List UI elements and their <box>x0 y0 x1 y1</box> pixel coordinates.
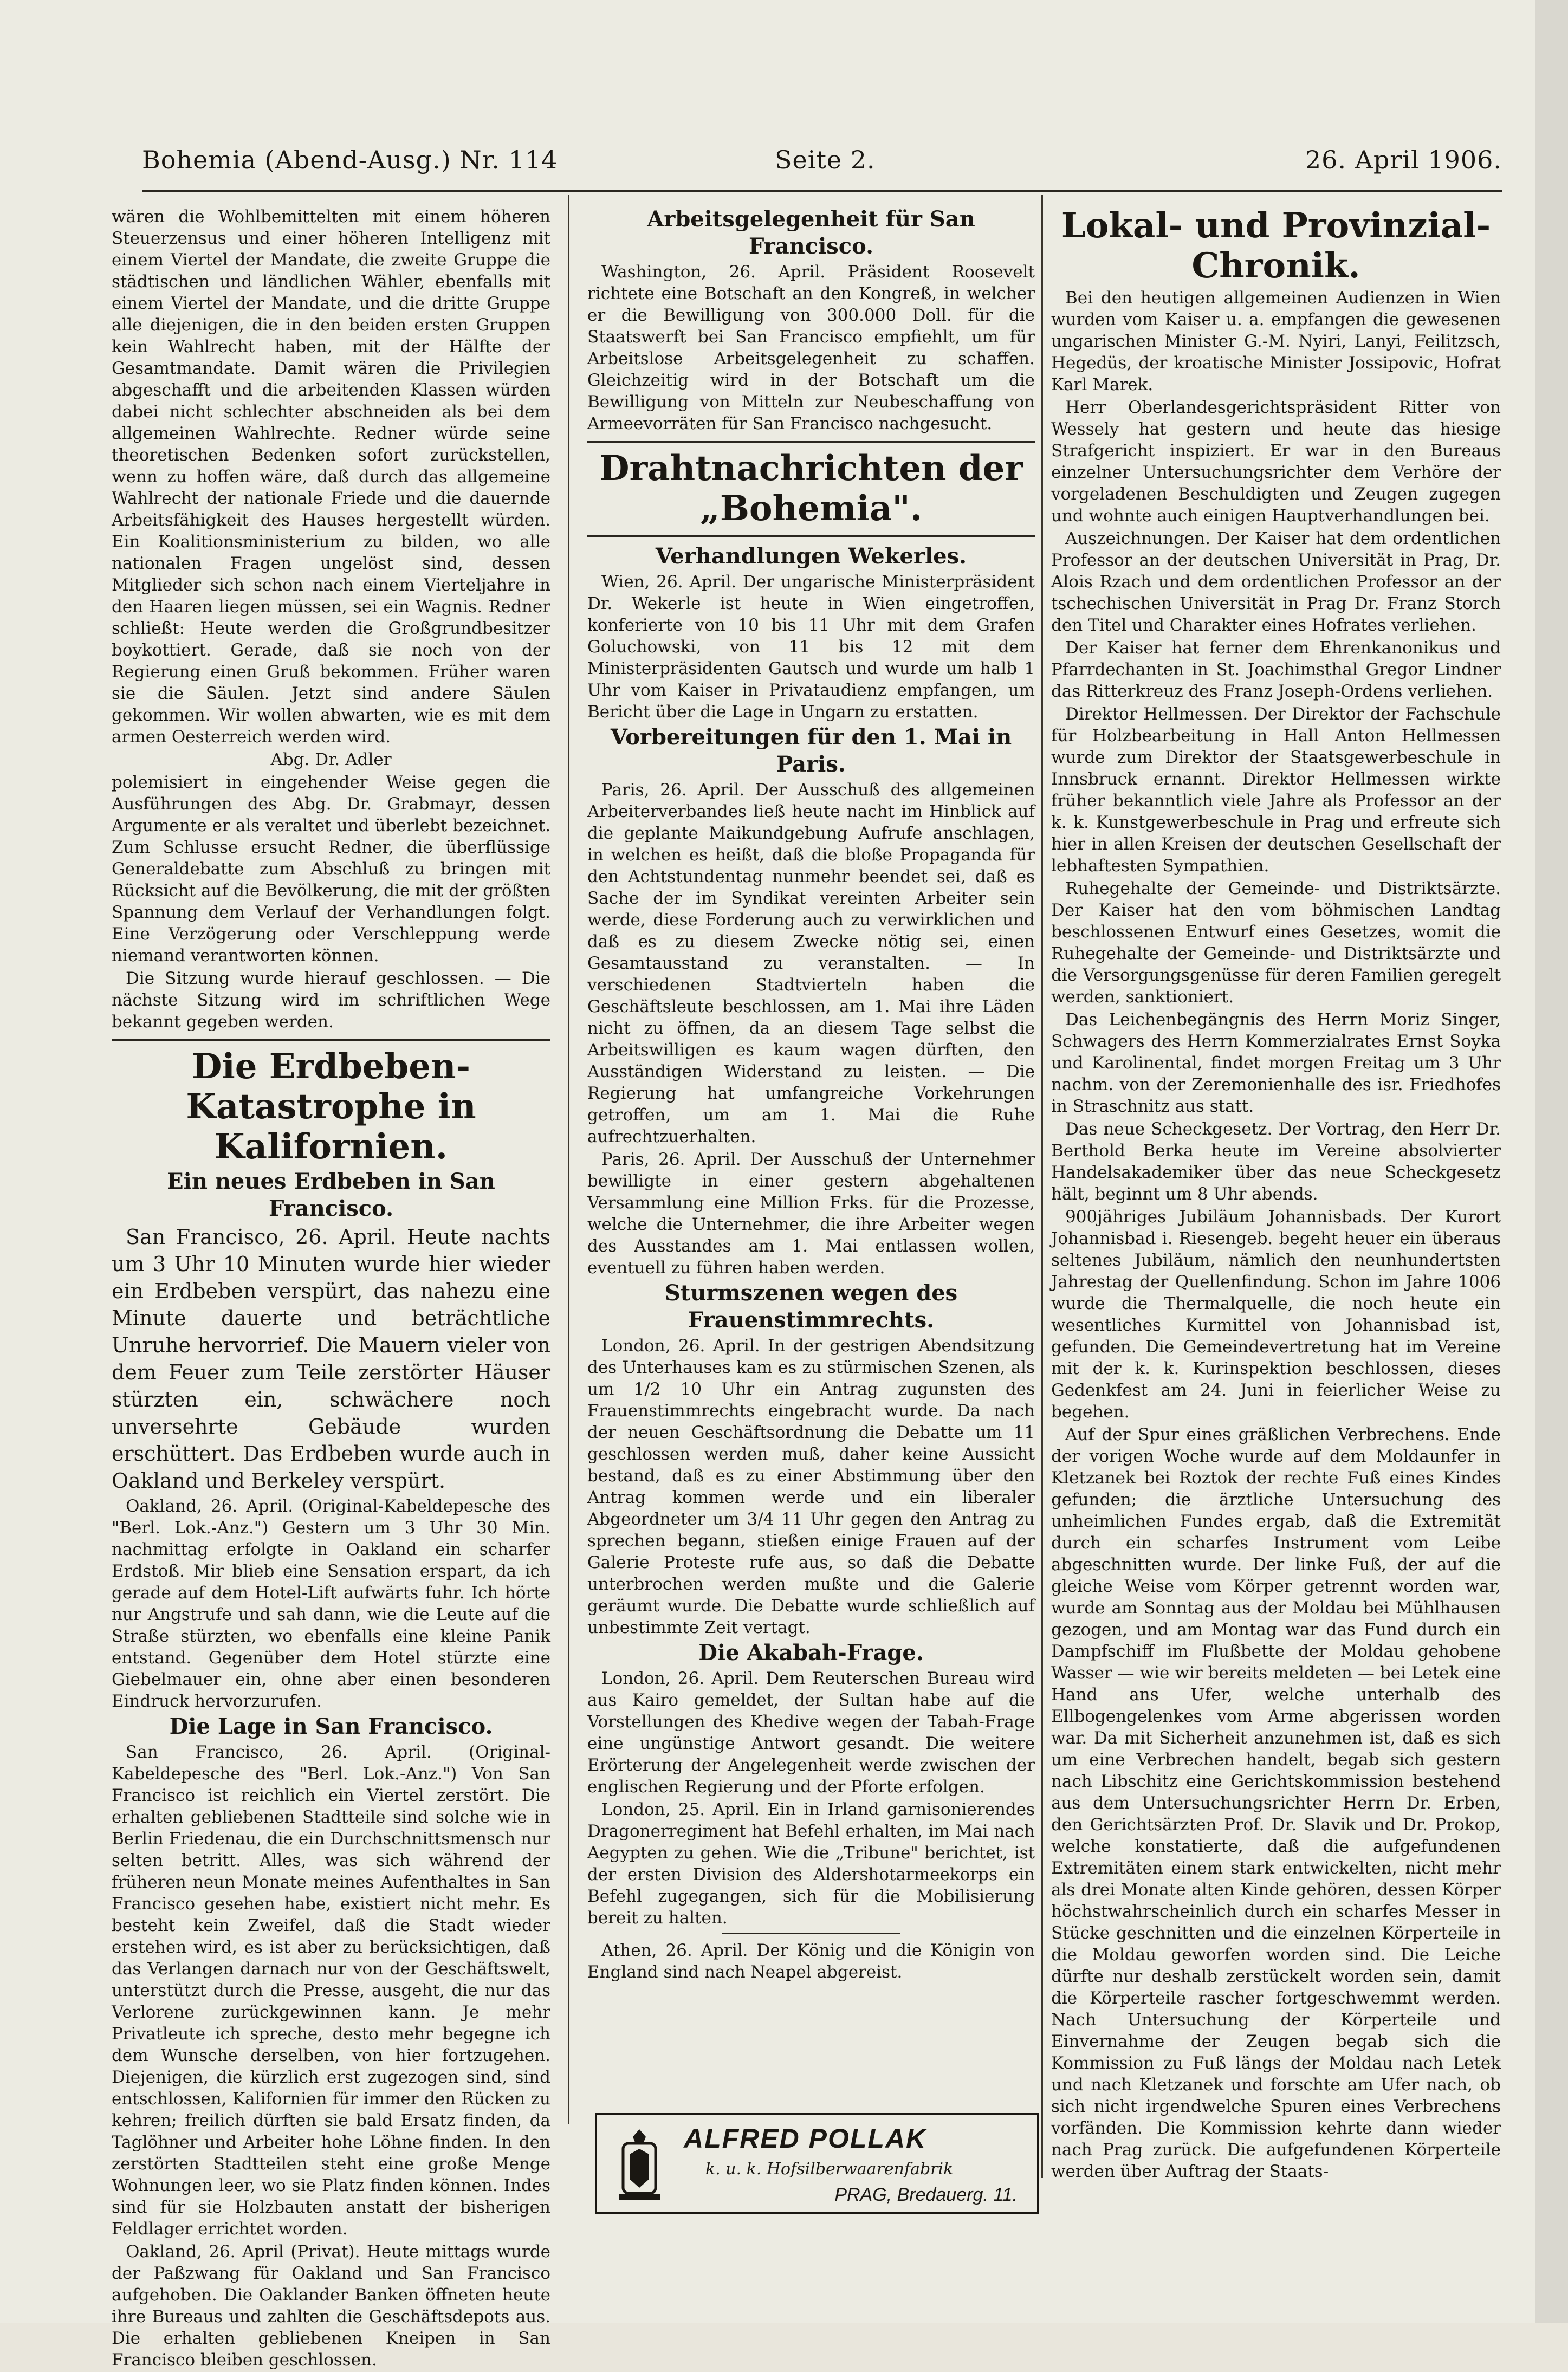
section-rule <box>722 1933 900 1934</box>
paragraph: polemisiert in eingehender Weise gegen die Ausführungen des Abg. Dr. Grabmayr, dessen Argumente er als veraltet und überlebt bezeichnet. Zum Schlusse ersucht Redner, die überflüssige Generaldebatte zum Abschluß zu bringen mit Rücksicht auf die Bevölkerung, die mit der größten Spannung dem Verlauf der Verhandlungen folgt. Eine Verzögerung oder Verschleppung werde niemand verantworten können. <box>112 773 550 965</box>
paragraph: Die Sitzung wurde hierauf geschlossen. — Die nächste Sitzung wird im schriftlichen Wege bekannt gegeben werden. <box>112 969 550 1032</box>
page-edge <box>1535 0 1568 2323</box>
subheadline: Verhandlungen Wekerles. <box>655 543 967 569</box>
paragraph: Paris, 26. April. Der Ausschuß des allgemeinen Arbeiterverbandes ließ heute nacht im Hinblick auf die geplante Maikundgebung Aufrufe anschlagen, in welchen es heißt, daß die bloße Propaganda für den Achtstundentag nunmehr beendet sei, daß es Sache der im Syndikat vereinten Arbeiter sein werde, diese Forderung auch zu verwirklichen und daß es zu diesem Zwecke nötig sei, einen Gesamtausstand zu veranstalten. — In verschiedenen Stadtvierteln haben die Geschäftsleute beschlossen, am 1. Mai ihre Läden nicht zu öffnen, da an diesem Tage selbst die Arbeitswilligen es kaum wagen dürften, den Ausständigen Widerstand zu leisten. — Die Regierung hat umfangreiche Vorkehrungen getroffen, um am 1. Mai die Ruhe aufrechtzuerhalten. <box>587 780 1035 1146</box>
paragraph: Das Leichenbegängnis des Herrn Moriz Singer, Schwagers des Herrn Kommerzialrates Ernst Soyka und Karolinental, findet morgen Freitag um 3 Uhr nachm. von der Zeremonienhalle des isr. Friedhofes in Straschnitz aus statt. <box>1051 1010 1501 1116</box>
ad-subtitle: k. u. k. Hofsilberwaarenfabrik <box>705 2160 954 2179</box>
paragraph: Ruhegehalte der Gemeinde- und Distriktsärzte. Der Kaiser hat den vom böhmischen Landtag beschlossenen Entwurf eines Gesetzes, womit die Ruhegehalte der Gemeinde- und Distriktsärzte und die Versorgungsgenüsse für deren Familien geregelt werden, sanktioniert. <box>1051 879 1501 1007</box>
header-rule <box>142 190 1502 192</box>
subheadline: Die Akabah-Frage. <box>698 1640 924 1665</box>
paragraph: London, 26. April. Dem Reuterschen Bureau wird aus Kairo gemeldet, der Sultan habe auf die Vorstellungen des Khedive wegen der Tabah-Frage eine ungünstige Antwort gesandt. Die weitere Erörterung der Angelegenheit werde zwischen der englischen Regierung und der Pforte erfolgen. <box>587 1669 1035 1797</box>
section-rule <box>587 441 1035 443</box>
subheadline: Die Lage in San Francisco. <box>169 1714 493 1739</box>
crest-logo <box>613 2127 665 2203</box>
section-rule <box>587 535 1035 537</box>
paragraph: London, 26. April. In der gestrigen Abendsitzung des Unterhauses kam es zu stürmischen Szenen, als um 1/2 10 Uhr ein Antrag zugunsten des Frauenstimmrechts eingebracht wurde. Da nach der neuen Geschäftsordnung die Debatte um 11 geschlossen werden muß, daher keine Aussicht bestand, daß es zu einer Abstimmung über den Antrag kommen werde und ein liberaler Abgeordneter um 3/4 11 Uhr gegen den Antrag zu sprechen begann, stießen einige Frauen auf der Galerie Proteste rufe aus, so daß die Debatte unterbrochen werden mußte und die Galerie geräumt wurde. Die Debatte wurde schließlich auf unbestimmte Zeit vertagt. <box>587 1336 1035 1637</box>
headline: Lokal- und Provinzial-Chronik. <box>1061 205 1491 286</box>
paragraph: San Francisco, 26. April. (Original-Kabeldepesche des "Berl. Lok.-Anz.") Von San Francisco ist reichlich ein Viertel zerstört. Die erhalten gebliebenen Stadtteile sind solche wie in Berlin Friedenau, die ein Durchschnittsmensch nur selten betritt. Alles, was sich während der früheren neun Monate meines Aufenthaltes in San Francisco gesehen habe, existiert nicht mehr. Es besteht kein Zweifel, daß die Stadt wieder erstehen wird, es ist aber zu berücksichtigen, daß das Verlangen darnach nur von der Geschäftswelt, unterstützt durch die Presse, ausgeht, die nur das Verlorene zurückgewinnen kann. Je mehr Privatleute ich spreche, desto mehr begegne ich dem Wunsche derselben, von hier fortzugehen. Diejenigen, die kürzlich erst zugezogen sind, sind entschlossen, Kalifornien für immer den Rücken zu kehren; freilich dürften sie bald Ersatz finden, da Taglöhner und Arbeiter hohe Löhne finden. In den zerstörten Stadtteilen steht eine große Menge Wohnungen leer, wo sie Platz finden können. Indes sind für sie Holzbauten anstatt der bisherigen Feldlager errichtet worden. <box>112 1742 550 2239</box>
column-2 <box>587 206 1035 1984</box>
advertisement <box>595 2113 1039 2214</box>
paragraph: Oakland, 26. April (Privat). Heute mittags wurde der Paßzwang für Oakland und San Francisco aufgehoben. Die Oaklander Banken öffneten heute ihre Bureaus und zahlten die Geschäftsdepots aus. Die erhalten gebliebenen Kneipen in San Francisco bleiben geschlossen. <box>112 2242 550 2370</box>
column-divider <box>568 195 569 2124</box>
paragraph: Der Kaiser hat ferner dem Ehrenkanonikus und Pfarrdechanten in St. Joachimsthal Gregor Lindner das Ritterkreuz des Franz Joseph-Ordens verliehen. <box>1051 638 1501 701</box>
page-number: Seite 2. <box>775 145 876 174</box>
ad-title: ALFRED POLLAK <box>684 2123 927 2154</box>
ad-address: PRAG, Bredauerg. 11. <box>834 2185 1018 2205</box>
paragraph: London, 25. April. Ein in Irland garnisonierendes Dragonerregiment hat Befehl erhalten, im Mai nach Aegypten zu gehen. Wie die „Tribune" berichtet, ist der ersten Division des Aldershotarmeekorps ein Befehl zugegangen, sich für die Mobilisierung bereit zu halten. <box>587 1800 1035 1928</box>
paragraph: Herr Oberlandesgerichtspräsident Ritter von Wessely hat gestern und heute das hiesige Strafgericht inspiziert. Er war in den Bureaus einzelner Untersuchungsrichter dem Verhöre der vorgeladenen Beschuldigten und Zeugen zugegen und wohnte auch einigen Hauptverhandlungen bei. <box>1051 398 1501 526</box>
issue-date: 26. April 1906. <box>1305 145 1502 174</box>
paragraph: San Francisco, 26. April. Heute nachts um 3 Uhr 10 Minuten wurde hier wieder ein Erdbeben verspürt, das nahezu eine Minute dauerte und beträchtliche Unruhe hervorrief. Die Mauern vieler von dem Feuer zum Teile zerstörter Häuser stürzten ein, schwächere noch unversehrte Gebäude wurden erschüttert. Das Erdbeben wurde auch in Oakland und Berkeley verspürt. <box>112 1225 550 1493</box>
paragraph: Auf der Spur eines gräßlichen Verbrechens. Ende der vorigen Woche wurde auf dem Moldaunfer in Kletzanek bei Roztok der rechte Fuß eines Kindes gefunden; die ärztliche Untersuchung des unheimlichen Fundes ergab, daß die Extremität durch ein scharfes Instrument vom Leibe abgeschnitten wurde. Der linke Fuß, der auf die gleiche Weise vom Körper getrennt worden war, wurde am Sonntag aus der Moldau bei Mühlhausen gezogen, und am Montag war das Fund durch ein Dampfschiff im Flußbette der Moldau gehobene Wasser — wie wir bereits meldeten — bei Letek eine Hand ans Ufer, welche unterhalb des Ellbogengelenkes vom Arme abgerissen worden war. Da mit Sicherheit anzunehmen ist, daß es sich um eine Verbrechen handelt, begab sich gestern nach Libschitz eine Gerichtskommission bestehend aus dem Untersuchungsrichter Herrn Dr. Erben, den Gerichtsärzten Prof. Dr. Slavik und Dr. Prokop, welche konstatierte, daß die aufgefundenen Extremitäten einem stark entwickelten, nicht mehr als drei Monate alten Kinde gehören, dessen Körper höchstwahrscheinlich durch ein scharfes Messer in Stücke geschnitten und die einzelnen Körperteile in die Moldau geworfen worden sind. Die Leiche dürfte nur deshalb zerstückelt worden sein, damit die Körperteile rascher fortgeschwemmt werden. Nach Untersuchung der Körperteile und Einvernahme der Zeugen begab sich die Kommission zu Fuß längs der Moldau nach Letek und nach Kletzanek und forschte am Ufer nach, ob sich nicht irgendwelche Spuren eines Verbrechens vorfänden. Die Kommission kehrte dann wieder nach Prag zurück. Die aufgefundenen Körperteile werden über Auftrag der Staats- <box>1051 1425 1501 2181</box>
column-3 <box>1051 206 1501 2183</box>
masthead: Bohemia (Abend-Ausg.) Nr. 114 <box>142 145 558 174</box>
paragraph: Direktor Hellmessen. Der Direktor der Fachschule für Holzbearbeitung in Hall Anton Hellmessen wurde zum Direktor der Staatsgewerbeschule in Innsbruck ernannt. Direktor Hellmessen wirkte früher bekanntlich viele Jahre als Professor an der k. k. Kunstgewerbeschule in Prag und erfreute sich hier in allen Kreisen der deutschen Gesellschaft der lebhaftesten Sympathien. <box>1051 704 1501 876</box>
paragraph: Athen, 26. April. Der König und die Königin von England sind nach Neapel abgereist. <box>587 1941 1035 1982</box>
paragraph: wären die Wohlbemittelten mit einem höheren Steuerzensus und einer höheren Intelligenz mit einem Viertel der Mandate, die zweite Gruppe die städtischen und ländlichen Wähler, ebenfalls mit einem Viertel der Mandate, und die dritte Gruppe alle diejenigen, die in den beiden ersten Gruppen kein Wahlrecht haben, mit der Hälfte der Gesamtmandate. Damit wären die Privilegien abgeschafft und die arbeitenden Klassen würden dabei nicht schlechter abschneiden als bei dem allgemeinen Wahlrechte. Redner würde seine theoretischen Bedenken sofort zurückstellen, wenn zu hoffen wäre, daß durch das allgemeine Wahlrecht der nationale Friede und die dauernde Arbeitsfähigkeit des Hauses hergestellt würden. Ein Koalitionsministerium zu bilden, wo alle nationalen Fragen ungelöst sind, dessen Mitglieder sich schon nach einem Vierteljahre in den Haaren liegen müssen, sei ein Wagnis. Redner schließt: Heute werden die Großgrundbesitzer boykottiert. Gerade, daß sie noch von der Regierung einen Gruß bekommen. Früher waren sie die Säulen. Jetzt sind andere Säulen gekommen. Wir wollen abwarten, wie es mit dem armen Oesterreich werden wird. <box>112 207 550 747</box>
headline: Drahtnachrichten der „Bohemia". <box>599 448 1023 529</box>
paragraph: Wien, 26. April. Der ungarische Ministerpräsident Dr. Wekerle ist heute in Wien eingetroffen, konferierte von 10 bis 11 Uhr mit dem Grafen Goluchowski, von 11 bis 12 mit dem Ministerpräsidenten Gautsch und wurde um halb 1 Uhr vom Kaiser in Privataudienz empfangen, um Bericht über die Lage in Ungarn zu erstatten. <box>587 572 1035 722</box>
subheadline: Vorbereitungen für den 1. Mai in Paris. <box>610 724 1012 777</box>
paragraph: Paris, 26. April. Der Ausschuß der Unternehmer bewilligte in einer gestern abgehaltenen Versammlung eine Million Frks. für die Prozesse, welche die Unternehmer, die ihre Arbeiter wegen des Ausstandes am 1. Mai entlassen wollen, eventuell zu führen haben werden. <box>587 1150 1035 1278</box>
headline: Die Erdbeben-Katastrophe in Kalifornien. <box>186 1046 476 1167</box>
column-divider <box>1041 195 1043 2178</box>
speaker-line: Abg. Dr. Adler <box>270 750 392 769</box>
paragraph: Oakland, 26. April. (Original-Kabeldepesche des "Berl. Lok.-Anz.") Gestern um 3 Uhr 30 Min. nachmittag erfolgte in Oakland ein scharfer Erdstoß. Mir blieb eine Sensation erspart, da ich gerade auf dem Hotel-Lift aufwärts fuhr. Ich hörte nur Angstrufe und sah dann, wie die Leute auf die Straße stürzten, wo ebenfalls eine kleine Panik entstand. Gegenüber dem Hotel stürzte eine Giebelmauer ein, ohne aber einen besonderen Eindruck hervorzurufen. <box>112 1496 550 1711</box>
paragraph: 900jähriges Jubiläum Johannisbads. Der Kurort Johannisbad i. Riesengeb. begeht heuer ein überaus seltenes Jubiläum, nämlich den neunhundertsten Jahrestag der Quellenfindung. Schon im Jahre 1006 wurde die Thermalquelle, die noch heute ein wesentliches Kurmittel von Johannisbad ist, gefunden. Die Gemeindevertretung hat im Vereine mit der k. k. Kurinspektion beschlossen, dieses Gedenkfest am 24. Juni in feierlicher Weise zu begehen. <box>1051 1207 1501 1422</box>
paragraph: Washington, 26. April. Präsident Roosevelt richtete eine Botschaft an den Kongreß, in welcher er die Bewilligung von 300.000 Doll. für die Staatswerft bei San Francisco empfiehlt, um für Arbeitslose Arbeitsgelegenheit zu schaffen. Gleichzeitig wird in der Botschaft um die Bewilligung von Mitteln zur Neubeschaffung von Armeevorräten für San Francisco nachgesucht. <box>587 262 1035 433</box>
paragraph: Auszeichnungen. Der Kaiser hat dem ordentlichen Professor an der deutschen Universität in Prag, Dr. Alois Rzach und dem ordentlichen Professor an der tschechischen Universität in Prag Dr. Franz Storch den Titel und Charakter eines Hofrates verliehen. <box>1051 529 1501 635</box>
subheadline: Sturmszenen wegen des Frauenstimmrechts. <box>664 1280 958 1333</box>
paragraph: Bei den heutigen allgemeinen Audienzen in Wien wurden vom Kaiser u. a. empfangen die gewesenen ungarischen Minister G.-M. Nyiri, Lanyi, Feilitzsch, Hegedüs, der kroatische Minister Jossipovic, Hofrat Karl Marek. <box>1051 288 1501 394</box>
page-header <box>142 145 1502 189</box>
section-rule <box>112 1039 550 1041</box>
subheadline: Arbeitsgelegenheit für San Francisco. <box>647 206 975 259</box>
column-1 <box>112 206 550 2372</box>
subheadline: Ein neues Erdbeben in San Francisco. <box>167 1169 495 1221</box>
paragraph: Das neue Scheckgesetz. Der Vortrag, den Herr Dr. Berthold Berka heute im Vereine absolvierter Handelsakademiker über das neue Scheckgesetz hält, beginnt um 8 Uhr abends. <box>1051 1119 1501 1204</box>
